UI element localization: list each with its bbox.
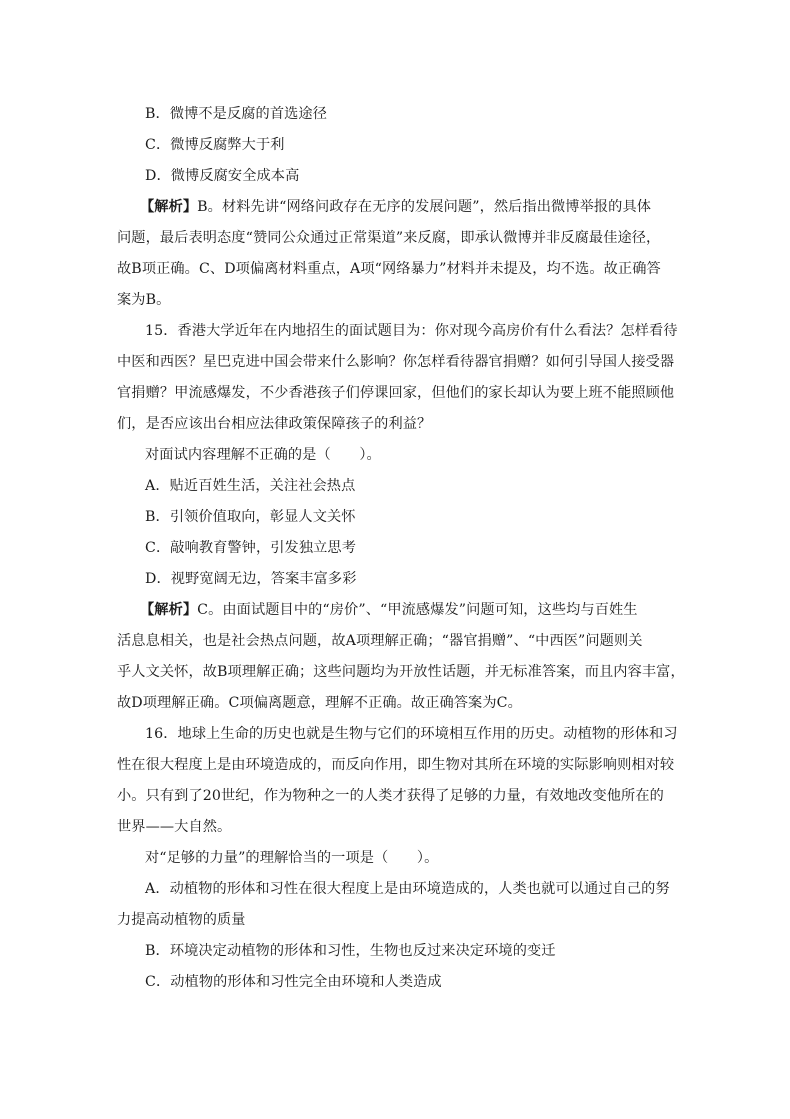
- q14-analysis-line-3: 故B项正确。C、D项偏离材料重点，A项“网络暴力”材料并未提及，均不选。故正确答: [117, 261, 661, 277]
- q15-stem-line-2: 中医和西医？星巴克进中国会带来什么影响？你怎样看待器官捐赠？如何引导国人接受器: [117, 354, 675, 370]
- q16-option-a-line-1: A．动植物的形体和习性在很大程度上是由环境造成的，人类也就可以通过自己的努: [145, 881, 670, 897]
- q15-analysis-text: C。由面试题目中的“房价”、“甲流感爆发”问题可知，这些均与百姓生: [197, 602, 638, 618]
- q16-stem-line-3: 小。只有到了20世纪，作为物种之一的人类才获得了足够的力量，有效地改变他所在的: [117, 788, 664, 804]
- q15-option-a: A．贴近百姓生活，关注社会热点: [145, 478, 356, 494]
- q16-option-c: C．动植物的形体和习性完全由环境和人类造成: [145, 974, 442, 990]
- q14-option-d: D．微博反腐安全成本高: [145, 168, 300, 184]
- q14-analysis-line-1: [140, 197, 710, 217]
- q15-analysis-line-4: 故D项理解正确。C项偏离题意，理解不正确。故正确答案为C。: [117, 695, 522, 711]
- q14-analysis-text: B。材料先讲“网络问政存在无序的发展问题”，然后指出微博举报的具体: [197, 199, 652, 215]
- q14-analysis-line-2: 问题，最后表明态度“赞同公众通过正常渠道”来反腐，即承认微博并非反腐最佳途径，: [117, 230, 661, 246]
- q15-option-d: D．视野宽阔无边，答案丰富多彩: [145, 571, 357, 587]
- q15-stem-line-1: 15．香港大学近年在内地招生的面试题目为：你对现今高房价有什么看法？怎样看待: [145, 323, 678, 339]
- q16-option-a-line-2: 力提高动植物的质量: [117, 912, 246, 928]
- q15-analysis-line-2: 活息息相关，也是社会热点问题，故A项理解正确；“器官捐赠”、“中西医”问题则关: [117, 633, 643, 649]
- q15-analysis-line-3: 乎人文关怀，故B项理解正确；这些问题均为开放性话题，并无标准答案，而且内容丰富，: [117, 664, 685, 680]
- q15-question: 对面试内容理解不正确的是（ ）。: [145, 447, 381, 463]
- q14-option-b: B．微博不是反腐的首选途径: [145, 106, 327, 122]
- q15-stem-line-3: 官捐赠？甲流感爆发，不少香港孩子们停课回家，但他们的家长却认为要上班不能照顾他: [117, 385, 675, 401]
- q16-stem-line-4: 世界——大自然。: [117, 819, 232, 835]
- q15-stem-line-4: 们，是否应该出台相应法律政策保障孩子的利益？: [117, 416, 432, 432]
- q14-option-c: C．微博反腐弊大于利: [145, 137, 285, 153]
- analysis-tag: 【解析】: [140, 602, 198, 618]
- q15-option-c: C．敲响教育警钟，引发独立思考: [145, 540, 356, 556]
- q16-question: 对“足够的力量”的理解恰当的一项是（ ）。: [145, 850, 439, 866]
- q16-stem-line-1: 16．地球上生命的历史也就是生物与它们的环境相互作用的历史。动植物的形体和习: [145, 726, 678, 742]
- q15-option-b: B．引领价值取向，彰显人文关怀: [145, 509, 356, 525]
- q16-stem-line-2: 性在很大程度上是由环境造成的，而反向作用，即生物对其所在环境的实际影响则相对较: [117, 757, 675, 773]
- q14-analysis-line-4: 案为B。: [117, 292, 171, 308]
- analysis-tag: 【解析】: [140, 199, 198, 215]
- q16-option-b: B．环境决定动植物的形体和习性，生物也反过来决定环境的变迁: [145, 943, 556, 959]
- q15-analysis-line-1: [140, 600, 710, 620]
